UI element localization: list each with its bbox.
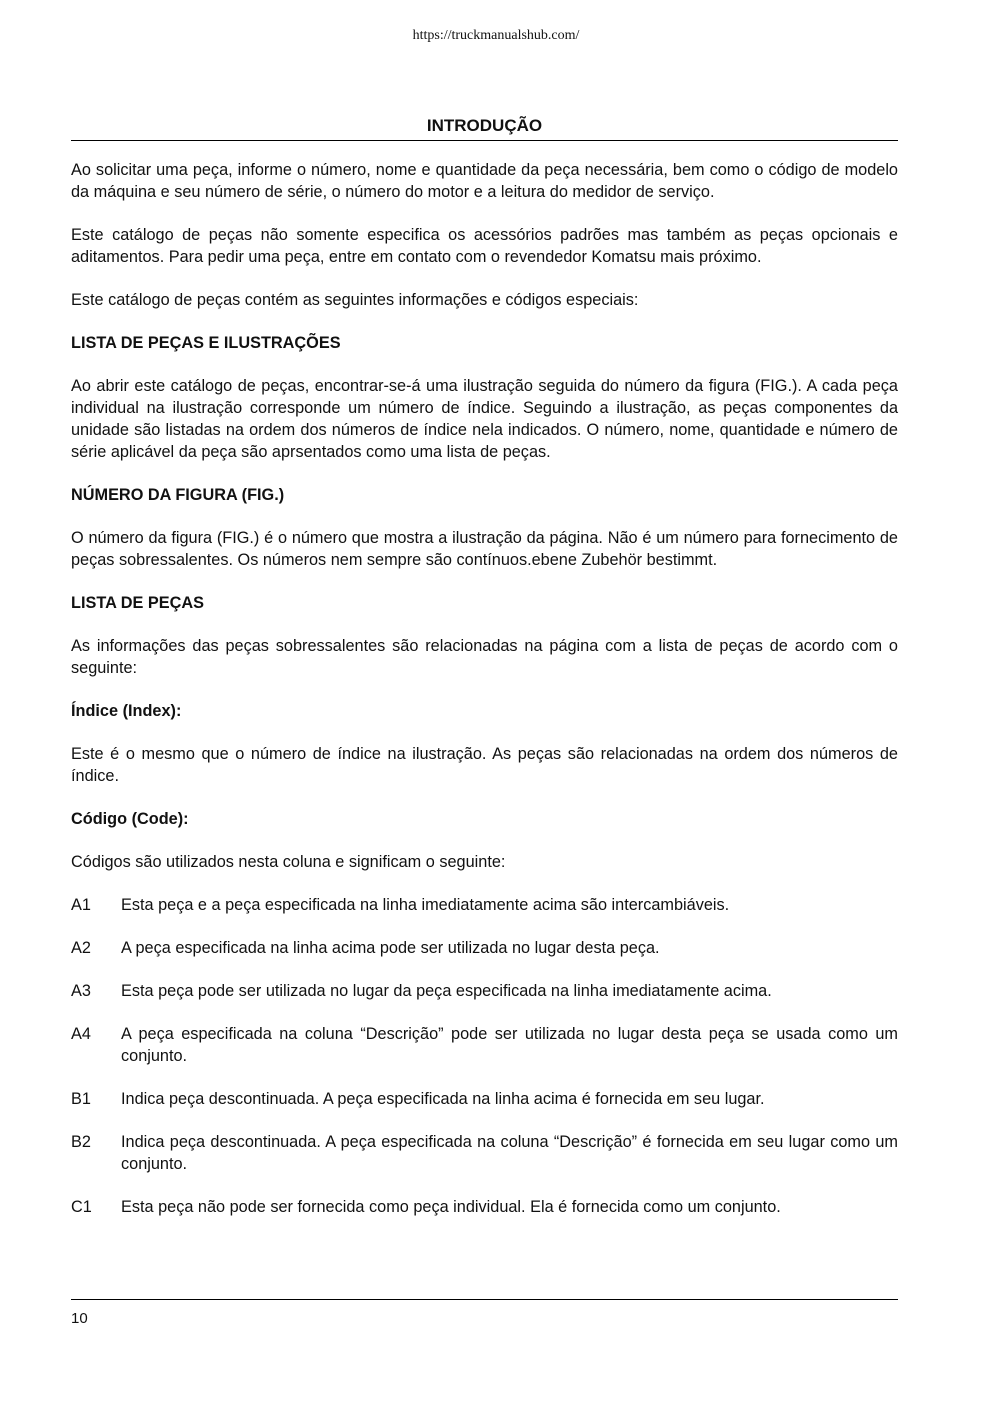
code-item-b2: [71, 1131, 898, 1175]
text-code: Códigos são utilizados nesta coluna e significam o seguinte:: [71, 853, 506, 871]
text-parts-list: As informações das peças sobressalentes são relacionadas na página com a lista de peças de acordo com o seguinte:: [71, 637, 898, 677]
heading-parts-illustrations: LISTA DE PEÇAS E ILUSTRAÇÕES: [71, 334, 341, 352]
code-description: Esta peça e a peça especificada na linha imediatamente acima são intercambiáveis.: [121, 896, 730, 914]
code-description: Indica peça descontinuada. A peça especificada na linha acima é fornecida em seu lugar.: [121, 1090, 765, 1108]
text-index: Este é o mesmo que o número de índice na ilustração. As peças são relacionadas na ordem dos números de índice.: [71, 745, 898, 785]
code-item-a3: [71, 980, 898, 1002]
code-description: Indica peça descontinuada. A peça especificada na coluna “Descrição” é fornecida em seu lugar como um conjunto.: [121, 1133, 898, 1173]
intro-paragraph-3: Este catálogo de peças contém as seguintes informações e códigos especiais:: [71, 291, 639, 309]
page-title: INTRODUÇÃO: [71, 113, 898, 141]
code-label: B1: [71, 1090, 91, 1108]
intro-paragraph-1: Ao solicitar uma peça, informe o número, nome e quantidade da peça necessária, bem como o código de modelo da máquina e seu número de série, o número do motor e a leitura do medidor de serviço.: [71, 161, 898, 201]
document-body: [71, 113, 898, 1239]
code-label: A3: [71, 982, 91, 1000]
source-url: https://truckmanualshub.com/: [412, 28, 580, 43]
code-label: A4: [71, 1025, 91, 1043]
footer-divider: [71, 1299, 898, 1300]
code-label: A2: [71, 939, 91, 957]
code-item-b1: [71, 1088, 898, 1110]
code-item-a2: [71, 937, 898, 959]
code-item-c1: [71, 1196, 898, 1218]
page-number: 10: [71, 1310, 88, 1327]
code-item-a1: [71, 894, 898, 916]
heading-parts-list: LISTA DE PEÇAS: [71, 594, 204, 612]
heading-code: Código (Code):: [71, 810, 189, 828]
text-parts-illustrations: Ao abrir este catálogo de peças, encontrar-se-á uma ilustração seguida do número da figura (FIG.). A cada peça individual na ilustração corresponde um número de índice. Seguindo a ilustração, as peças componentes da unidade são listadas na ordem dos números de índice nela indicados. O número, nome, quantidade e número de série aplicável da peça são aprsentados como uma lista de peças.: [71, 377, 898, 461]
heading-figure-number: NÚMERO DA FIGURA (FIG.): [71, 486, 285, 504]
text-figure-number: O número da figura (FIG.) é o número que mostra a ilustração da página. Não é um número para fornecimento de peças sobressalentes. Os números nem sempre são contínuos.ebene Zubehör bestimmt.: [71, 529, 898, 569]
code-description: Esta peça pode ser utilizada no lugar da peça especificada na linha imediatamente acima.: [121, 982, 772, 1000]
code-list: [71, 894, 898, 1218]
code-label: A1: [71, 896, 91, 914]
code-item-a4: [71, 1023, 898, 1067]
intro-paragraph-2: Este catálogo de peças não somente especifica os acessórios padrões mas também as peças opcionais e aditamentos. Para pedir uma peça, entre em contato com o revendedor Komatsu mais próximo.: [71, 226, 898, 266]
code-description: Esta peça não pode ser fornecida como peça individual. Ela é fornecida como um conjunto.: [121, 1198, 781, 1216]
code-label: C1: [71, 1198, 92, 1216]
code-label: B2: [71, 1133, 91, 1151]
code-description: A peça especificada na coluna “Descrição” pode ser utilizada no lugar desta peça se usada como um conjunto.: [121, 1025, 898, 1065]
heading-index: Índice (Index):: [71, 702, 182, 720]
code-description: A peça especificada na linha acima pode ser utilizada no lugar desta peça.: [121, 939, 660, 957]
